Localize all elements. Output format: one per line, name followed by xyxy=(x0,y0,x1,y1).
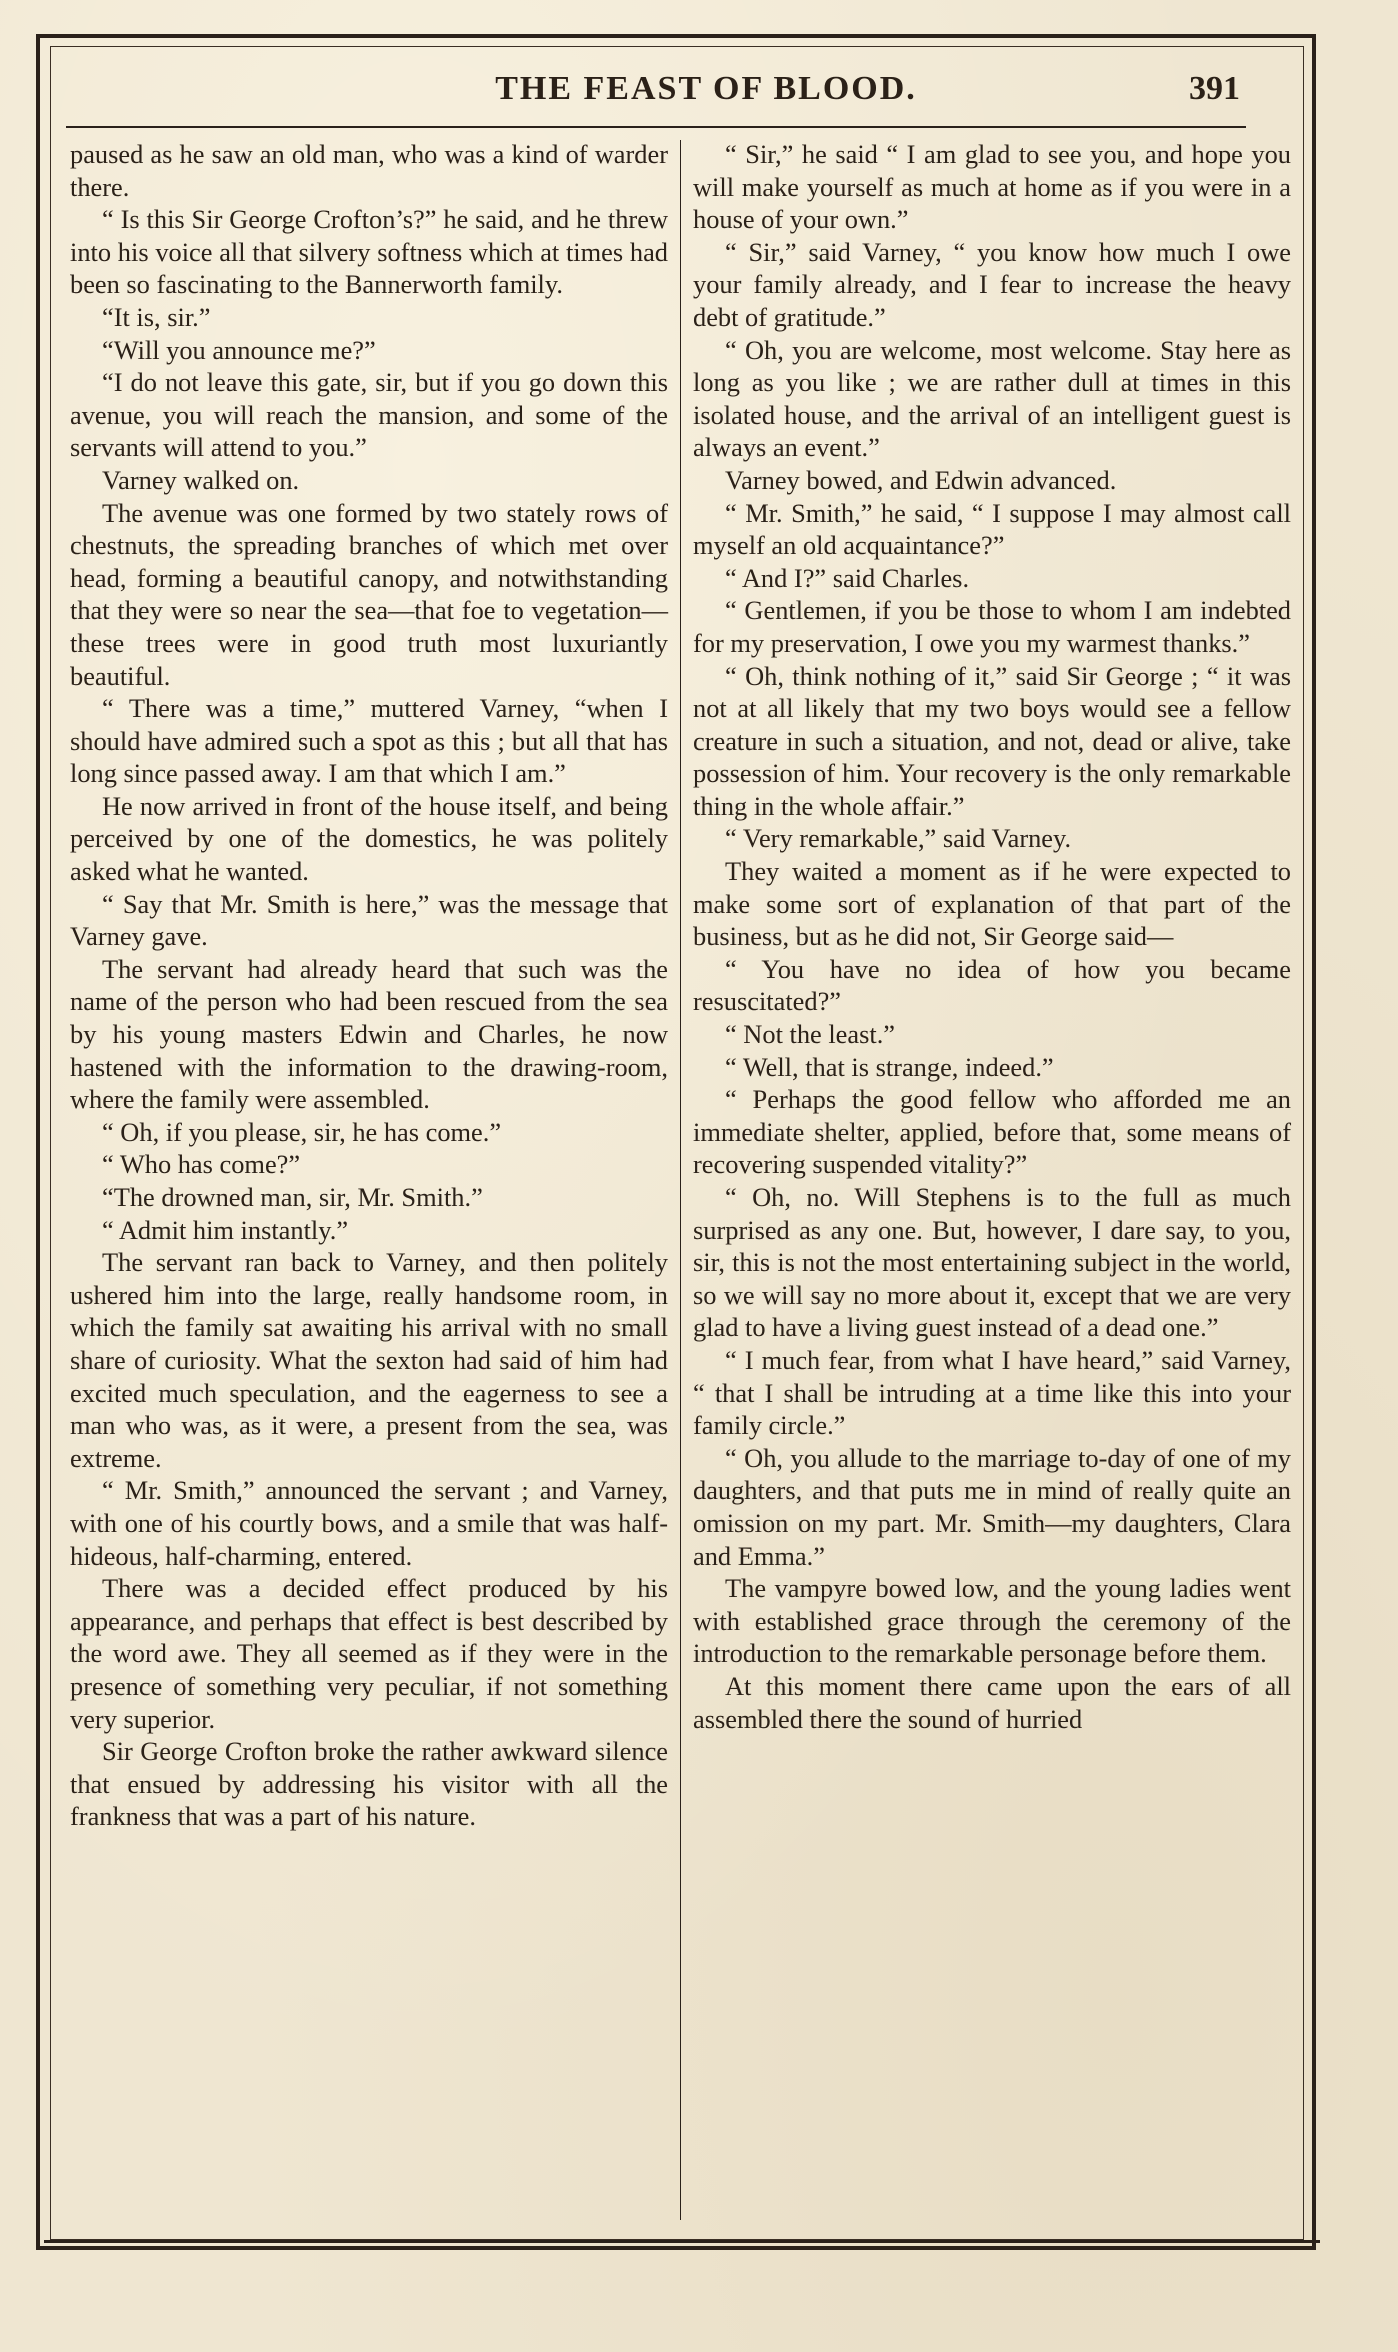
paragraph: “ Well, that is strange, indeed.” xyxy=(725,1051,1054,1082)
right-column xyxy=(693,138,1291,1735)
column-divider xyxy=(680,140,681,2220)
paragraph: “ Oh, if you please, sir, he has come.” xyxy=(102,1116,502,1147)
paragraph: “ Gentlemen, if you be those to whom I am indebted for my preservation, I owe you my warmest thanks.” xyxy=(693,595,1291,658)
paragraph: “ Perhaps the good fellow who afforded me an immediate shelter, applied, before that, some means of recovering suspended vitality?” xyxy=(693,1084,1291,1180)
running-title: THE FEAST OF BLOOD. xyxy=(495,70,917,107)
paragraph: “It is, sir.” xyxy=(102,301,211,332)
footer-rule xyxy=(44,2240,1320,2243)
paragraph: Varney bowed, and Edwin advanced. xyxy=(725,464,1117,495)
paragraph: “ I much fear, from what I have heard,” said Varney, “ that I shall be intruding at a time like this into your family circle.” xyxy=(693,1344,1291,1441)
running-header xyxy=(66,56,1246,126)
header-rule xyxy=(66,126,1246,128)
paragraph: The avenue was one formed by two stately rows of chestnuts, the spreading branches of which met over head, forming a beautiful canopy, and notwithstanding that they were so near the sea—that foe to vegetation—these trees were in good truth most luxuriantly beautiful. xyxy=(70,497,668,691)
paragraph: “ Sir,” he said “ I am glad to see you, and hope you will make yourself as much at home as if you were in a house of your own.” xyxy=(693,139,1291,235)
paragraph: They waited a moment as if he were expected to make some sort of explanation of that part of the business, but as he did not, Sir George said— xyxy=(693,856,1291,952)
paragraph: “ Sir,” said Varney, “ you know how much I owe your family already, and I fear to increase the heavy debt of gratitude.” xyxy=(693,236,1291,332)
left-column xyxy=(70,138,668,1833)
paragraph: “ Is this Sir George Crofton’s?” he said, and he threw into his voice all that silvery softness which at times had been so fascinating to the Bannerworth family. xyxy=(70,204,668,300)
paragraph: “ Say that Mr. Smith is here,” was the message that Varney gave. xyxy=(70,888,668,952)
paragraph: “ Oh, you are welcome, most welcome. Stay here as long as you like ; we are rather dull at times in this isolated house, and the arrival of an intelligent guest is always an event.” xyxy=(693,334,1291,463)
paragraph: “ There was a time,” muttered Varney, “when I should have admired such a spot as this ; but all that has long since passed away. I am that which I am.” xyxy=(70,693,668,789)
paragraph: “ You have no idea of how you became resuscitated?” xyxy=(693,953,1291,1017)
paragraph: “I do not leave this gate, sir, but if you go down this avenue, you will reach the mansion, and some of the servants will attend to you.” xyxy=(70,367,668,463)
paragraph: The servant ran back to Varney, and then politely ushered him into the large, really handsome room, in which the family sat awaiting his arrival with no small share of curiosity. What the sexton had said of him had excited much speculation, and the eagerness to see a man who was, as it were, a present from the sea, was extreme. xyxy=(70,1247,668,1473)
paragraph: “ Mr. Smith,” he said, “ I suppose I may almost call myself an old acquaintance?” xyxy=(693,497,1291,561)
paragraph: “ Who has come?” xyxy=(102,1149,301,1180)
paragraph: At this moment there came upon the ears of all assembled there the sound of hurried xyxy=(693,1670,1291,1734)
paragraph: “The drowned man, sir, Mr. Smith.” xyxy=(102,1182,483,1212)
paragraph: “ Admit him instantly.” xyxy=(102,1214,349,1245)
paragraph: “ Oh, think nothing of it,” said Sir George ; “ it was not at all likely that my two boys would see a fellow creature in such a situation, and not, dead or alive, take possession of him. Your recovery is the only remarkable thing in the whole affair.” xyxy=(693,660,1291,821)
paragraph: There was a decided effect produced by his appearance, and perhaps that effect is best described by the word awe. They all seemed as if they were in the presence of something very peculiar, if not something very superior. xyxy=(70,1573,668,1734)
paragraph: The vampyre bowed low, and the young ladies went with established grace through the ceremony of the introduction to the remarkable personage before them. xyxy=(693,1573,1291,1669)
paragraph: paused as he saw an old man, who was a kind of warder there. xyxy=(70,139,668,202)
paragraph: “ Oh, no. Will Stephens is to the full as much surprised as any one. But, however, I dare say, to you, sir, this is not the most entertaining subject in the world, so we will say no more about it, except that we are very glad to have a living guest instead of a dead one.” xyxy=(693,1182,1291,1343)
page-number: 391 xyxy=(1189,70,1240,107)
paragraph: “ Oh, you allude to the marriage to-day of one of my daughters, and that puts me in mind of really quite an omission on my part. Mr. Smith—my daughters, Clara and Emma.” xyxy=(693,1442,1291,1571)
paragraph: Sir George Crofton broke the rather awkward silence that ensued by addressing his visitor with all the frankness that was a part of his nature. xyxy=(70,1736,668,1832)
paragraph: “Will you announce me?” xyxy=(102,334,376,365)
paragraph: Varney walked on. xyxy=(102,464,300,495)
paragraph: “ And I?” said Charles. xyxy=(725,562,970,593)
paragraph: “ Not the least.” xyxy=(725,1019,896,1050)
paragraph: “ Very remarkable,” said Varney. xyxy=(725,823,1072,854)
paragraph: The servant had already heard that such was the name of the person who had been rescued from the sea by his young masters Edwin and Charles, he now hastened with the information to the drawing-room, where the family were assembled. xyxy=(70,953,668,1115)
paragraph: He now arrived in front of the house itself, and being perceived by one of the domestics, he was politely asked what he wanted. xyxy=(70,790,668,887)
paragraph: “ Mr. Smith,” announced the servant ; and Varney, with one of his courtly bows, and a smile that was half-hideous, half-charming, entered. xyxy=(70,1475,668,1571)
